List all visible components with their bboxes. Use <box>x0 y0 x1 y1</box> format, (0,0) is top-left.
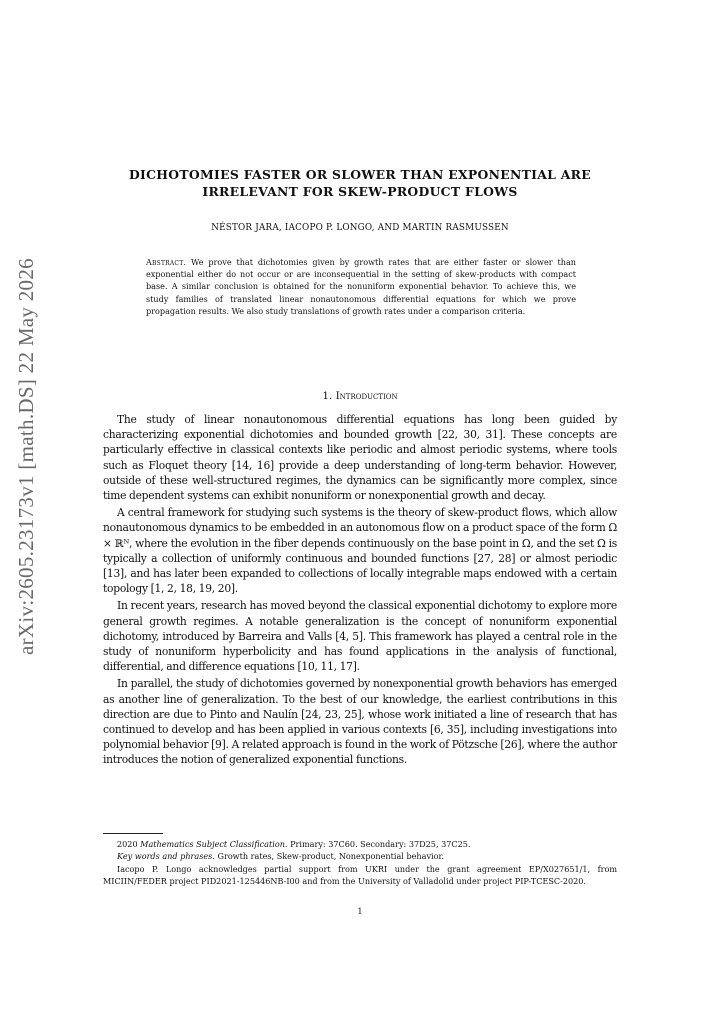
keywords-label: Key words and phrases. <box>117 851 215 862</box>
paper-title <box>100 166 620 200</box>
paragraph-1: The study of linear nonautonomous differential equations has long been guided by characterizing exponential dichotomies and bounded growth [22, 30, 31]. These concepts are particularly effective in classical contexts like periodic and almost periodic systems, where tools such as Floquet theory [14, 16] provide a deep understanding of long-term behavior. However, outside of these well-structured regimes, the dynamics can be significantly more complex, since time dependent systems can exhibit nonuniform or nonexponential growth and decay. <box>103 413 617 503</box>
footnote-funding: Iacopo P. Longo acknowledges partial support from UKRI under the grant agreement EP/X027651/1, from MICIIN/FEDER project PID2021-125446NB-I00 and from the University of Valladolid under project PIP-TCESC-2020. <box>103 863 617 886</box>
footnotes <box>103 838 617 887</box>
msc-label: Mathematics Subject Classification. <box>140 839 288 849</box>
keywords-text: Growth rates, Skew-product, Nonexponential behavior. <box>214 851 445 862</box>
arxiv-identifier: arXiv:2605.23173v1 [math.DS] 22 May 2026 <box>14 258 38 655</box>
section-title: Introduction <box>335 390 398 402</box>
title-line-2: IRRELEVANT FOR SKEW-PRODUCT FLOWS <box>202 184 518 199</box>
msc-text: Primary: 37C60. Secondary: 37D25, 37C25. <box>287 839 471 849</box>
footnote-keywords <box>103 850 617 862</box>
paragraph-2: A central framework for studying such systems is the theory of skew-product flows, which allow nonautonomous dynamics to be embedded in an autonomous flow on a product space of the form Ω × ℝᴺ, where the evolution in the fiber depends continuously on the base point in Ω, and the set Ω is typically a collection of uniformly continuous and bounded functions [27, 28] or almost periodic [13], and has later been expanded to collections of locally integrable maps endowed with a certain topology [1, 2, 18, 19, 20]. <box>103 506 617 596</box>
paragraph-4: In parallel, the study of dichotomies governed by nonexponential growth behaviors has emerged as another line of generalization. To the best of our knowledge, the earliest contributions in this direction are due to Pinto and Naulín [24, 23, 25], whose work initiated a line of research that has continued to develop and has been applied in various contexts [6, 35], including investigations into polynomial behavior [9]. A related approach is found in the work of Pötzsche [26], where the author introduces the notion of generalized exponential functions. <box>103 677 617 767</box>
page-number: 1 <box>357 906 363 916</box>
msc-year: 2020 <box>117 839 141 849</box>
footnote-msc <box>103 838 617 850</box>
title-line-1: DICHOTOMIES FASTER OR SLOWER THAN EXPONENTIAL ARE <box>128 167 592 182</box>
abstract-label: Abstract. <box>146 257 187 267</box>
body-text <box>103 412 617 770</box>
footnote-rule <box>103 833 163 834</box>
author-list: NÉSTOR JARA, IACOPO P. LONGO, AND MARTIN RASMUSSEN <box>211 223 509 233</box>
section-number: 1. <box>322 390 333 402</box>
abstract <box>146 256 576 317</box>
section-heading <box>100 390 620 402</box>
abstract-text: We prove that dichotomies given by growth rates that are either faster or slower than exponential either do not occur or are inconsequential in the setting of skew-products with compact base. A similar conclusion is obtained for the nonuniform exponential behavior. To achieve this, we study families of translated linear nonautonomous differential equations for which we prove propagation results. We also study translations of growth rates under a comparison criteria. <box>146 257 576 316</box>
paragraph-3: In recent years, research has moved beyond the classical exponential dichotomy to explore more general growth regimes. A notable generalization is the concept of nonuniform exponential dichotomy, introduced by Barreira and Valls [4, 5]. This framework has played a central role in the study of nonuniform hyperbolicity and has found applications in the analysis of functional, differential, and difference equations [10, 11, 17]. <box>103 599 617 674</box>
